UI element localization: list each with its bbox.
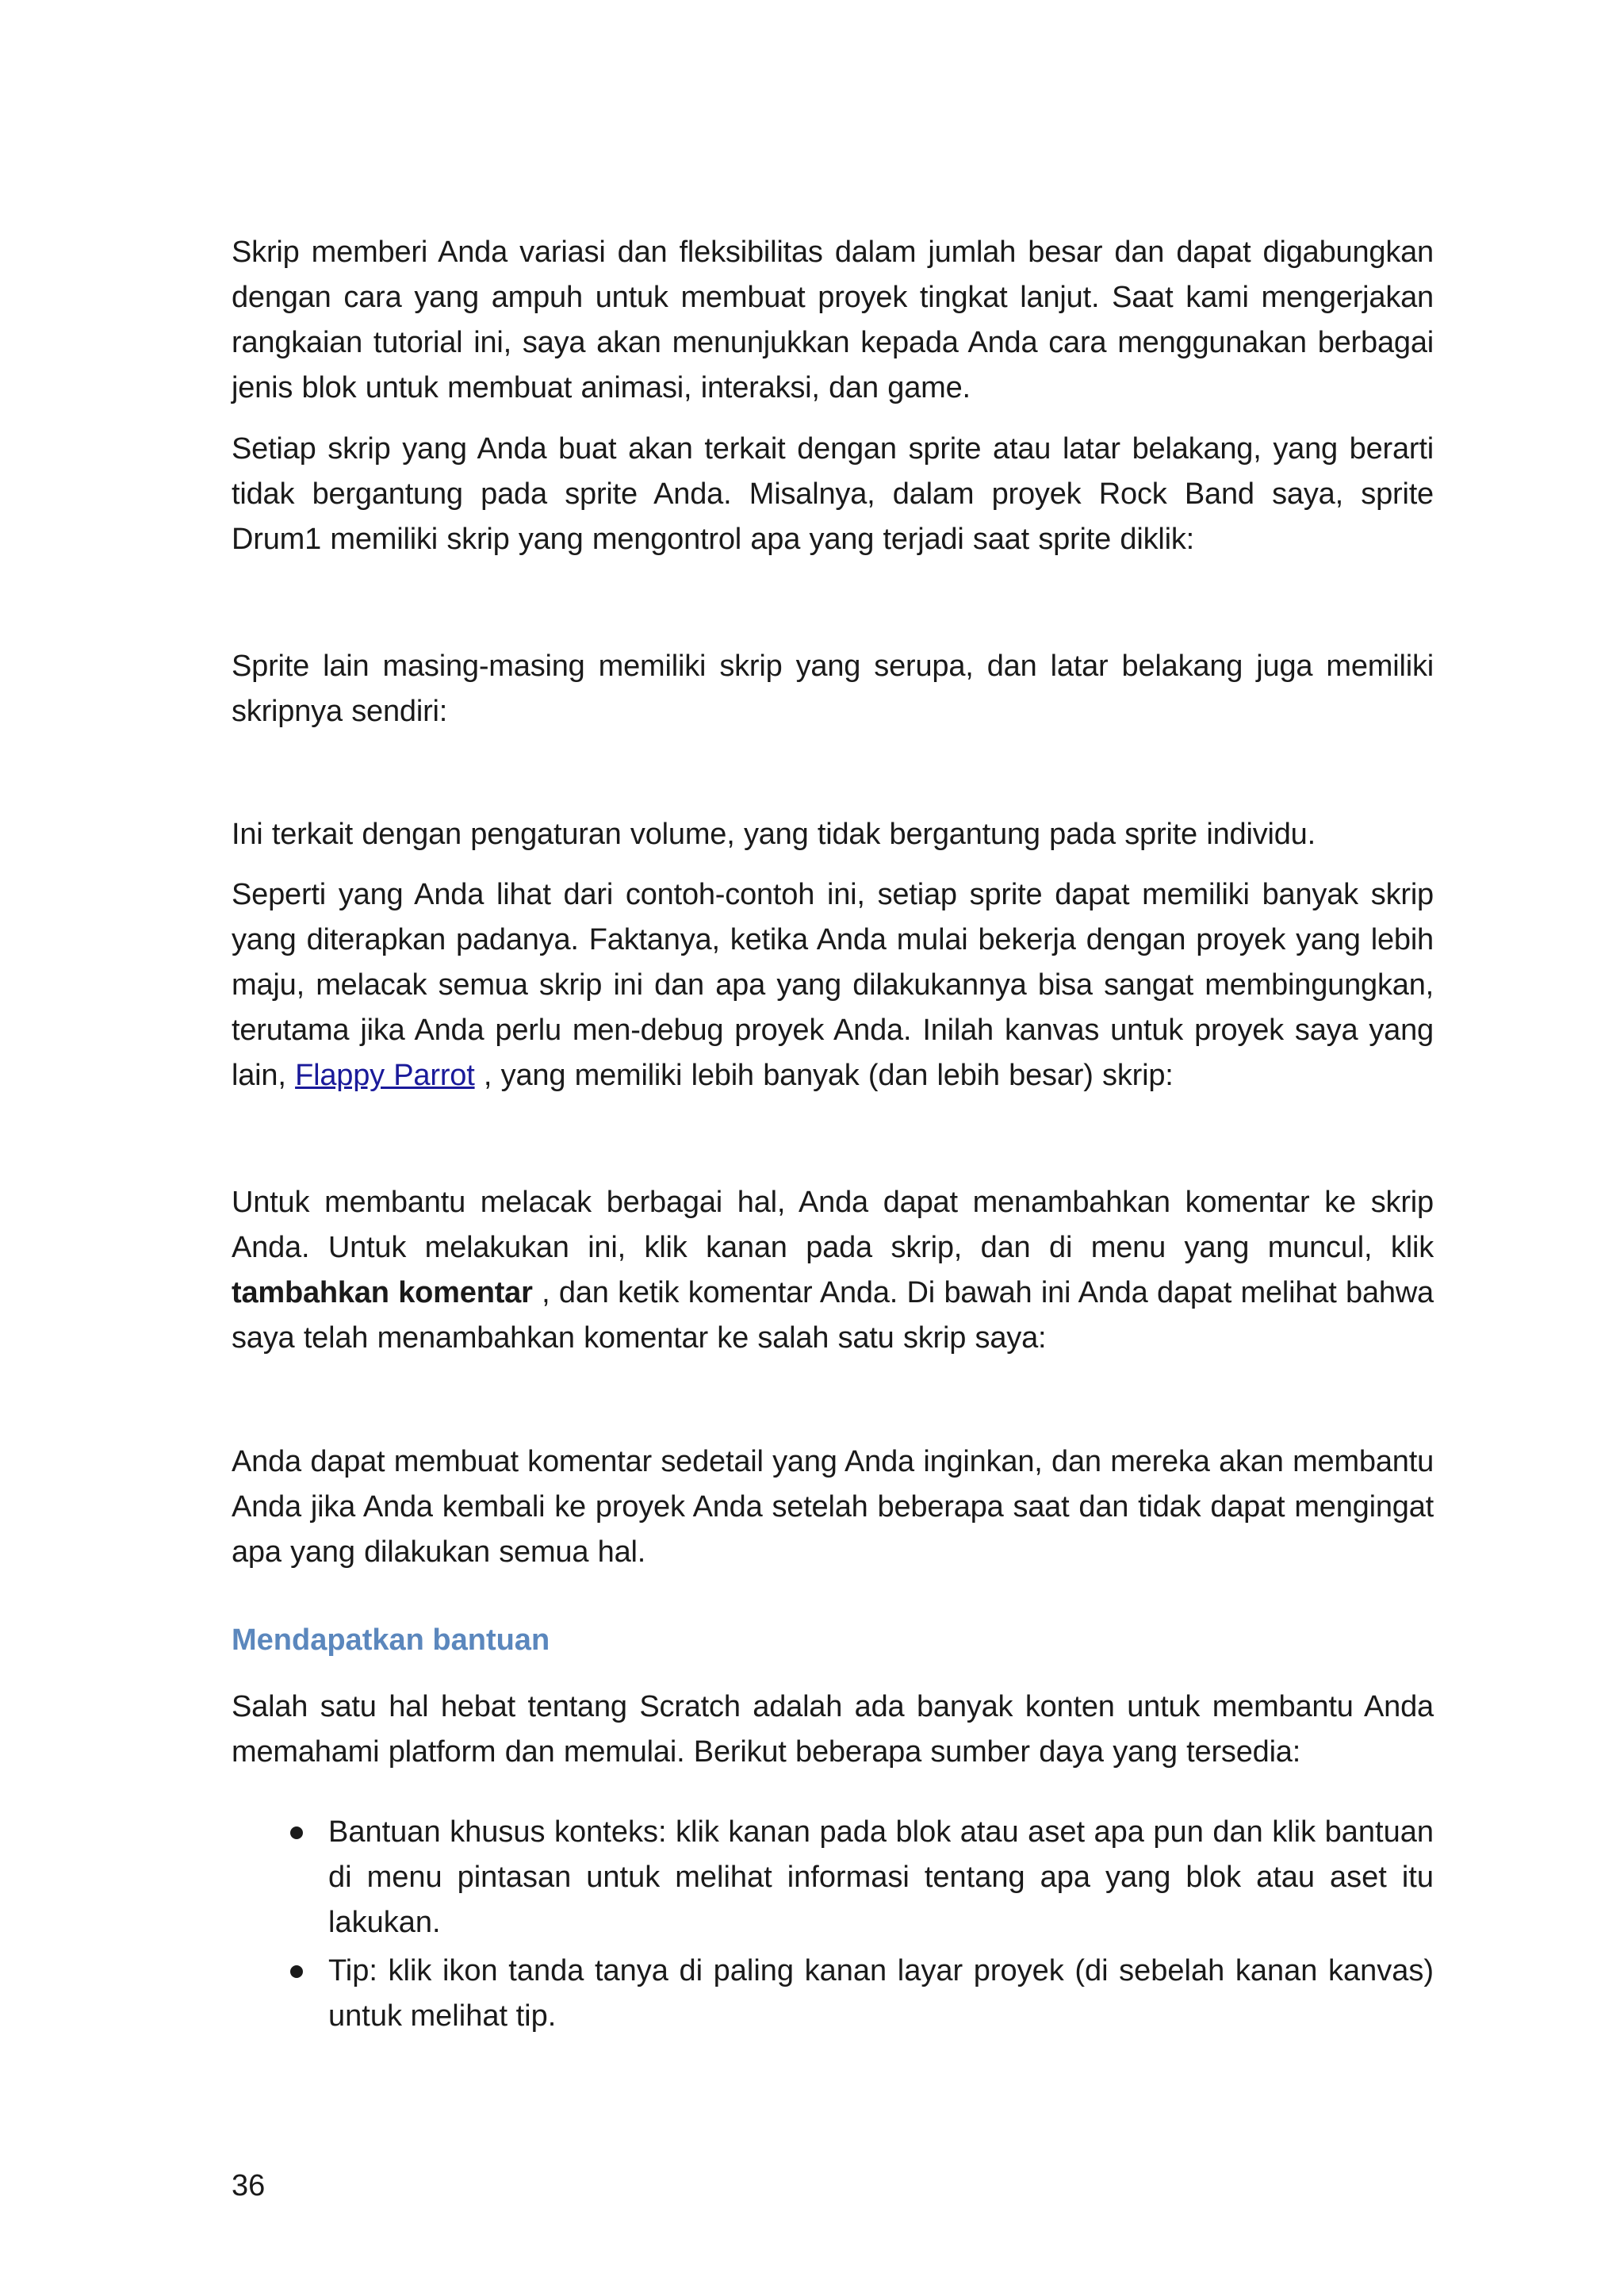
paragraph-5-text-end: , yang memiliki lebih banyak (dan lebih besar) skrip: [474, 1059, 1174, 1092]
paragraph-1 [232, 230, 1434, 411]
paragraph-4 [232, 812, 1434, 857]
paragraph-7-text: Anda dapat membuat komentar sedetail yang Anda inginkan, dan mereka akan membantu Anda jika Anda kembali ke proyek Anda setelah beberapa saat dan tidak dapat mengingat apa yang dilakukan semua hal. [232, 1445, 1434, 1569]
paragraph-5-text [232, 872, 1434, 1098]
paragraph-3-text: Sprite lain masing-masing memiliki skrip yang serupa, dan latar belakang juga memiliki skripnya sendiri: [232, 650, 1434, 728]
flappy-parrot-link[interactable]: Flappy Parrot [295, 1059, 475, 1092]
list-item [232, 1949, 1434, 2039]
paragraph-6-text [232, 1180, 1434, 1361]
list-item-text: Bantuan khusus konteks: klik kanan pada blok atau aset apa pun dan klik bantuan di menu pintasan untuk melihat informasi tentang apa yang blok atau aset itu lakukan. [328, 1815, 1434, 1939]
paragraph-4-text: Ini terkait dengan pengaturan volume, yang tidak bergantung pada sprite individu. [232, 818, 1316, 851]
list-item-text: Tip: klik ikon tanda tanya di paling kanan layar proyek (di sebelah kanan kanvas) untuk melihat tip. [328, 1954, 1434, 2033]
paragraph-5-text-start: Seperti yang Anda lihat dari contoh-contoh ini, setiap sprite dapat memiliki banyak skrip yang diterapkan padanya. Faktanya, ketika Anda mulai bekerja dengan proyek yang lebih maju, melacak semua skrip ini dan apa yang dilakukannya bisa sangat membingungkan, terutama jika Anda perlu men-debug proyek Anda. Inilah kanvas untuk proyek saya yang lain, [232, 878, 1434, 1092]
resources-list [232, 1810, 1434, 2042]
paragraph-2 [232, 427, 1434, 562]
page-number: 36 [232, 2169, 266, 2202]
paragraph-2-text: Setiap skrip yang Anda buat akan terkait dengan sprite atau latar belakang, yang berarti tidak bergantung pada sprite Anda. Misalnya, dalam proyek Rock Band saya, sprite Drum1 memiliki skrip yang mengontrol apa yang terjadi saat sprite diklik: [232, 432, 1434, 556]
add-comment-term: tambahkan komentar [232, 1276, 533, 1309]
bullet-icon [290, 1965, 303, 1978]
paragraph-6 [232, 1180, 1434, 1361]
paragraph-7 [232, 1439, 1434, 1575]
paragraph-6-text-end: , dan ketik komentar Anda. Di bawah ini Anda dapat melihat bahwa saya telah menambahkan komentar ke salah satu skrip saya: [232, 1276, 1434, 1355]
section-intro-text: Salah satu hal hebat tentang Scratch adalah ada banyak konten untuk membantu Anda memahami platform dan memulai. Berikut beberapa sumber daya yang tersedia: [232, 1690, 1434, 1769]
paragraph-5 [232, 872, 1434, 1098]
paragraph-1-text: Skrip memberi Anda variasi dan fleksibilitas dalam jumlah besar dan dapat digabungkan dengan cara yang ampuh untuk membuat proyek tingkat lanjut. Saat kami mengerjakan rangkaian tutorial ini, saya akan menunjukkan kepada Anda cara menggunakan berbagai jenis blok untuk membuat animasi, interaksi, dan game. [232, 236, 1434, 404]
bullet-icon [290, 1826, 303, 1839]
paragraph-6-text-start: Untuk membantu melacak berbagai hal, Anda dapat menambahkan komentar ke skrip Anda. Untuk melakukan ini, klik kanan pada skrip, dan di menu yang muncul, klik [232, 1186, 1434, 1264]
paragraph-3 [232, 644, 1434, 734]
section-intro [232, 1685, 1434, 1775]
section-heading: Mendapatkan bantuan [232, 1623, 550, 1657]
list-item [232, 1810, 1434, 1945]
